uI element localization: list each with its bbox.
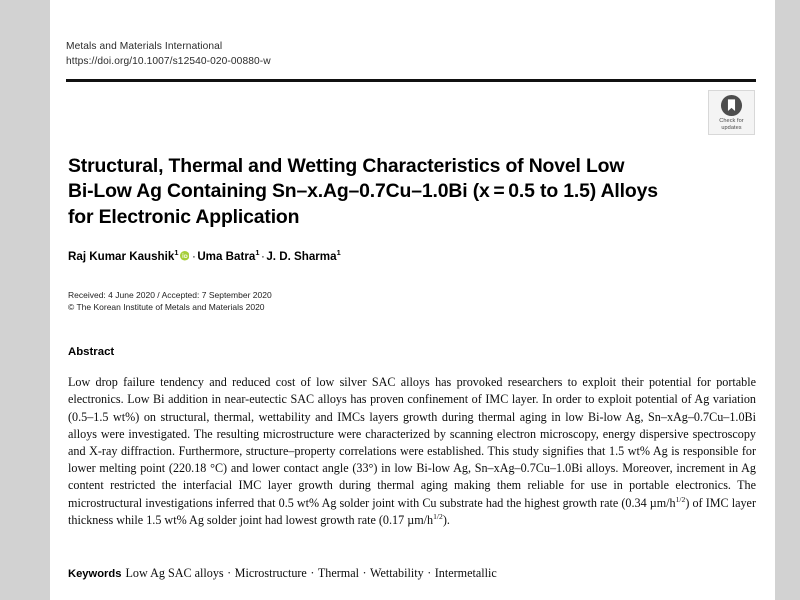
publication-dates — [68, 290, 588, 314]
abstract-superscript-1: 1/2 — [675, 494, 686, 504]
abstract-text-part-1: Low drop failure tendency and reduced cost of low silver SAC alloys has provoked researchers to exploit their potential for portable electronics. Low Bi addition in near-eutectic SAC alloys has proven confinement of IMC layer. In order to exploit potential of Ag variation (0.5–1.5 wt%) on structural, thermal, wettability and IMCs layers growth during thermal aging in low Bi-low Ag, Sn–xAg–0.7Cu–1.0Bi alloys were investigated. The resulting microstructure were characterized by scanning electron microscopy, energy dispersive spectroscopy and X-ray diffraction. Furthermore, structure–property correlations were established. This study signifies that 1.5 wt% Ag is responsible for lower melting point (220.18 °C) and lower contact angle (33°) in low Bi-low Ag, Sn–xAg–0.7Cu–1.0Bi alloys. Moreover, increment in Ag content restricted the interfacial IMC layer growth during thermal aging making them reliable for use in portable electronics. The microstructural investigations inferred that 0.5 wt% Ag solder joint with Cu substrate had the highest growth rate (0.34 µm/h — [68, 375, 756, 510]
title-line-1: Structural, Thermal and Wetting Characteristics of Novel Low — [68, 154, 625, 177]
keyword-item-4[interactable]: Wettability — [370, 566, 424, 580]
keywords-line — [68, 565, 756, 583]
abstract-superscript-2: 1/2 — [433, 511, 443, 521]
crossmark-label-line2: updates — [721, 125, 742, 132]
received-accepted-line: Received: 4 June 2020 / Accepted: 7 September 2020 — [68, 290, 272, 300]
abstract-text-part-2: ) of IMC layer thickness while 1.5 wt% Ag solder joint had lowest growth rate (0.17 µm/h — [68, 495, 756, 527]
page-title — [68, 154, 728, 231]
author-separator-2: · — [260, 250, 265, 263]
author-name-2[interactable]: Uma Batra — [197, 250, 256, 263]
page-content-area — [66, 0, 764, 600]
author-list — [68, 249, 728, 265]
orcid-id-icon[interactable] — [180, 251, 190, 261]
title-line-2: Bi-Low Ag Containing Sn–x.Ag–0.7Cu–1.0Bi (x = 0.5 to 1.5) Alloys — [68, 180, 658, 203]
crossmark-badge[interactable] — [708, 90, 755, 135]
keyword-item-3[interactable]: Thermal — [317, 566, 359, 580]
author-name-1[interactable]: Raj Kumar Kaushik — [68, 250, 175, 263]
abstract-heading: Abstract — [68, 346, 115, 358]
keyword-separator-2: · — [310, 566, 315, 580]
keyword-separator-1: · — [227, 566, 232, 580]
title-line-3: for Electronic Application — [68, 205, 300, 228]
keyword-item-5[interactable]: Intermetallic — [434, 566, 497, 580]
author-affiliation-marker-3: 1 — [336, 248, 341, 258]
journal-doi-link[interactable]: https://doi.org/10.1007/s12540-020-00880-w — [66, 55, 271, 67]
journal-header — [66, 40, 566, 69]
keyword-separator-3: · — [362, 566, 367, 580]
author-name-3[interactable]: J. D. Sharma — [266, 250, 337, 263]
abstract-text-part-3: ). — [442, 512, 450, 527]
document-page — [50, 0, 775, 600]
abstract-text — [68, 374, 756, 529]
crossmark-badge-icon — [720, 94, 743, 117]
keywords-label: Keywords — [68, 568, 122, 580]
author-separator-1: · — [191, 250, 196, 263]
header-divider-rule — [66, 79, 756, 82]
copyright-line: © The Korean Institute of Metals and Materials 2020 — [68, 301, 265, 312]
crossmark-label-line1: Check for — [719, 118, 744, 124]
keyword-separator-4: · — [427, 566, 432, 580]
journal-name: Metals and Materials International — [66, 41, 223, 52]
author-affiliation-marker-2: 1 — [255, 248, 260, 258]
keyword-item-1[interactable]: Low Ag SAC alloys — [125, 566, 224, 580]
author-affiliation-marker-1: 1 — [174, 248, 179, 258]
keyword-item-2[interactable]: Microstructure — [234, 566, 307, 580]
